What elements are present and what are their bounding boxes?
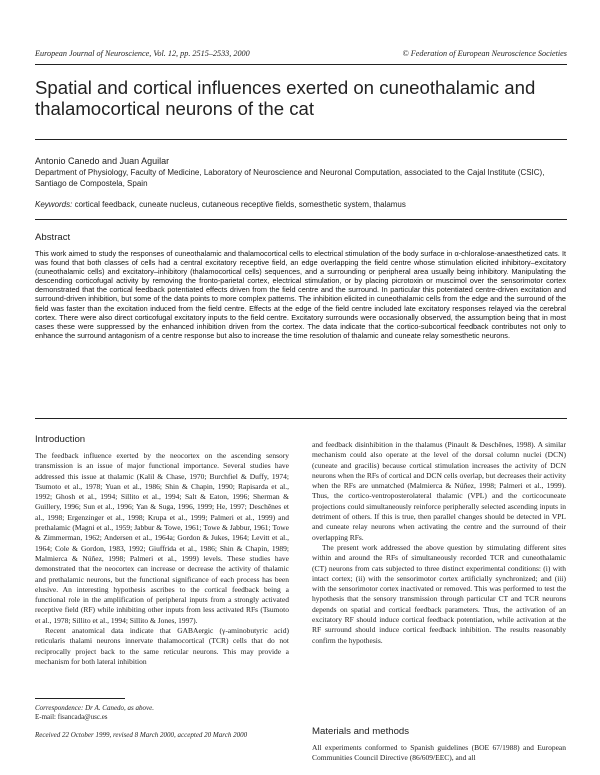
affiliation: Department of Physiology, Faculty of Medicine, Laboratory of Neuroscience and Neuronal Computation, associated to the Cajal Institute (CSIC), Santiago de Compostela, Spain: [35, 168, 545, 188]
copyright-notice: © Federation of European Neuroscience Societies: [402, 49, 567, 58]
correspondence: Correspondence: Dr A. Canedo, as above.: [35, 704, 154, 712]
header-rule: [35, 64, 567, 65]
right-column: [312, 440, 566, 646]
methods-paragraph: All experiments conformed to Spanish guidelines (BOE 67/1988) and European Communities Council Directive (86/609/EEC), and all: [312, 743, 566, 763]
left-column: [35, 451, 289, 667]
keywords-text: cortical feedback, cuneate nucleus, cutaneous receptive fields, somesthetic system, thalamus: [74, 200, 406, 209]
abstract-text: This work aimed to study the responses of cuneothalamic and thalamocortical cells to electrical stimulation of the body surface in α-chloralose-anaesthetized cats. It was found that both classes of cells had a central excitatory receptive field, an edge overlapping the field centre whose stimulation elicited inhibitory–excitatory (cuneothalamic cells) and excitatory–inhibitory (thalamocortical cells) sequences, and a surrounding or peripheral area usually being inhibitory. Manipulating the descending corticofugal activity by removing the fronto-parietal cortex, electrical stimulation, or by placing picrotoxin or muscimol over the sensorimotor cortex demonstrated that the cortical feedback potentiated effects driven from the field centre and the surround. In particular this potentiated centre-driven excitation and surround-driven inhibition, but some of the data points to more complex patterns. The inhibition elicited in cuneothalamic cells from the edge and the surround of the field was faster than the excitation induced from the field centre. Effects at the edge of the field centre included late excitatory responses relayed via the cerebral cortex. There were also direct corticofugal excitatory inputs to the field centre. Excitatory surrounds were occasionally observed, the assumption being that in most cases these were suppressed by the enhanced inhibition driven from the cortex. The data indicate that the cortico-subcortical feedback contributes not only to enhance the surround antagonism of a centre response but also to increase the time resolution of thalamic and cuneate relay somesthetic neurons.: [35, 249, 566, 340]
email: E-mail: fisancada@usc.es: [35, 713, 108, 721]
intro-paragraph-4: The present work addressed the above question by stimulating different sites within and around the RFs of simultaneously recorded TCR and cuneothalamic (CT) neurons from cats subjected to three distinct experimental conditions: (i) with intact cortex; (ii) with the sensorimotor cortex artificially synchronized; and (iii) with the sensorimotor cortex inactivated or removed. This was performed to test the hypothesis that the sensory transmission through particular CT and TCR neurons depends on spatial and cortical feedback parameters. Thus, the activation of an excitatory RF should induce cortical feedback potentiation, while activation at the RF surround should induce cortical feedback inhibition. The results reasonably confirm the hypothesis.: [312, 542, 566, 645]
keywords: [35, 200, 560, 209]
article-title: Spatial and cortical influences exerted on cuneothalamic and thalamocortical neurons of the cat: [35, 77, 536, 119]
received-dates: Received 22 October 1999, revised 8 March 2000, accepted 20 March 2000: [35, 731, 248, 739]
correspondence-block: [35, 704, 154, 722]
keywords-rule: [35, 219, 567, 220]
intro-paragraph-2: Recent anatomical data indicate that GABAergic (γ-aminobutyric acid) reticularis thalami neurons innervate thalamocortical (TCR) cells that do not reciprocally project back to the same reticular neurons. This may provide a mechanism for both lateral inhibition: [35, 626, 289, 666]
keywords-label: Keywords:: [35, 200, 73, 209]
footnote-rule: [35, 698, 125, 699]
methods-heading: Materials and methods: [312, 726, 410, 737]
running-header: [35, 49, 567, 58]
abstract-heading: Abstract: [35, 232, 71, 243]
intro-paragraph-3: and feedback disinhibition in the thalamus (Pinault & Deschênes, 1998). A similar mechanism could also operate at the level of the dorsal column nuclei (DCN) (cuneate and gracilis) because cortical stimulation increases the activity of DCN neurons when the RFs of cortical and DCN cells overlap, but decreases their activity when the RFs are unmatched (Malmierca & Núñez, 1998; Palmeri et al., 1999). Thus, the cortico-ventroposterolateral thalamic (VPL) and the corticocuneate projections could simultaneously reinforce peripherally selected ascending inputs in detriment of others. If this is true, then parallel changes should be detected in VPL and cuneate relay neurons when activating the centre and the surround of their overlapping RFs.: [312, 440, 566, 542]
abstract-rule: [35, 418, 567, 419]
title-rule: [35, 139, 567, 140]
journal-citation: European Journal of Neuroscience, Vol. 12, pp. 2515–2533, 2000: [35, 49, 250, 58]
authors: Antonio Canedo and Juan Aguilar: [35, 156, 170, 166]
intro-paragraph-1: The feedback influence exerted by the neocortex on the ascending sensory transmission is an issue of major functional importance. Several studies have addressed this issue at thalamic (Kalil & Chase, 1970; Burchfiel & Duffy, 1974; Tsumoto et al., 1978; Yuan et al., 1986; Shin & Chapin, 1990; Rapisarda et al., 1992; Ghosh et al., 1994; Sillito et al., 1994; Salt & Eaton, 1996; Sherman & Guillery, 1996; Sun et al., 1996; Yan & Suga, 1996, 1999; He, 1997; Deschênes et al., 1998; Ergenzinger et al., 1998; Krupa et al., 1999; Palmeri et al., 1999) and prethalamic (Magni et al., 1959; Jabbur & Towe, 1961; Towe & Jabbur, 1961; Towe & Zimmerman, 1962; Andersen et al., 1964a; Gordon & Jukes, 1964; Levitt et al., 1964; Cole & Gordon, 1983, 1992; Giuffrida et al., 1986; Shin & Chapin, 1989; Malmierca & Núñez, 1998; Palmeri et al., 1999) levels. These studies have demonstrated that the neocortex can increase or decrease the activity of thalamic and prethalamic neurons, but the functional significance of each process has been elusive. An interesting hypothesis ascribes to the cortical feedback being a functional role in the amplification of peripheral inputs from a strongly activated receptive field (RF) while inhibiting other inputs from less activated RFs (Tsumoto et al., 1978; Sillito et al., 1994; Sillito & Jones, 1997).: [35, 451, 289, 625]
introduction-heading: Introduction: [35, 434, 86, 445]
